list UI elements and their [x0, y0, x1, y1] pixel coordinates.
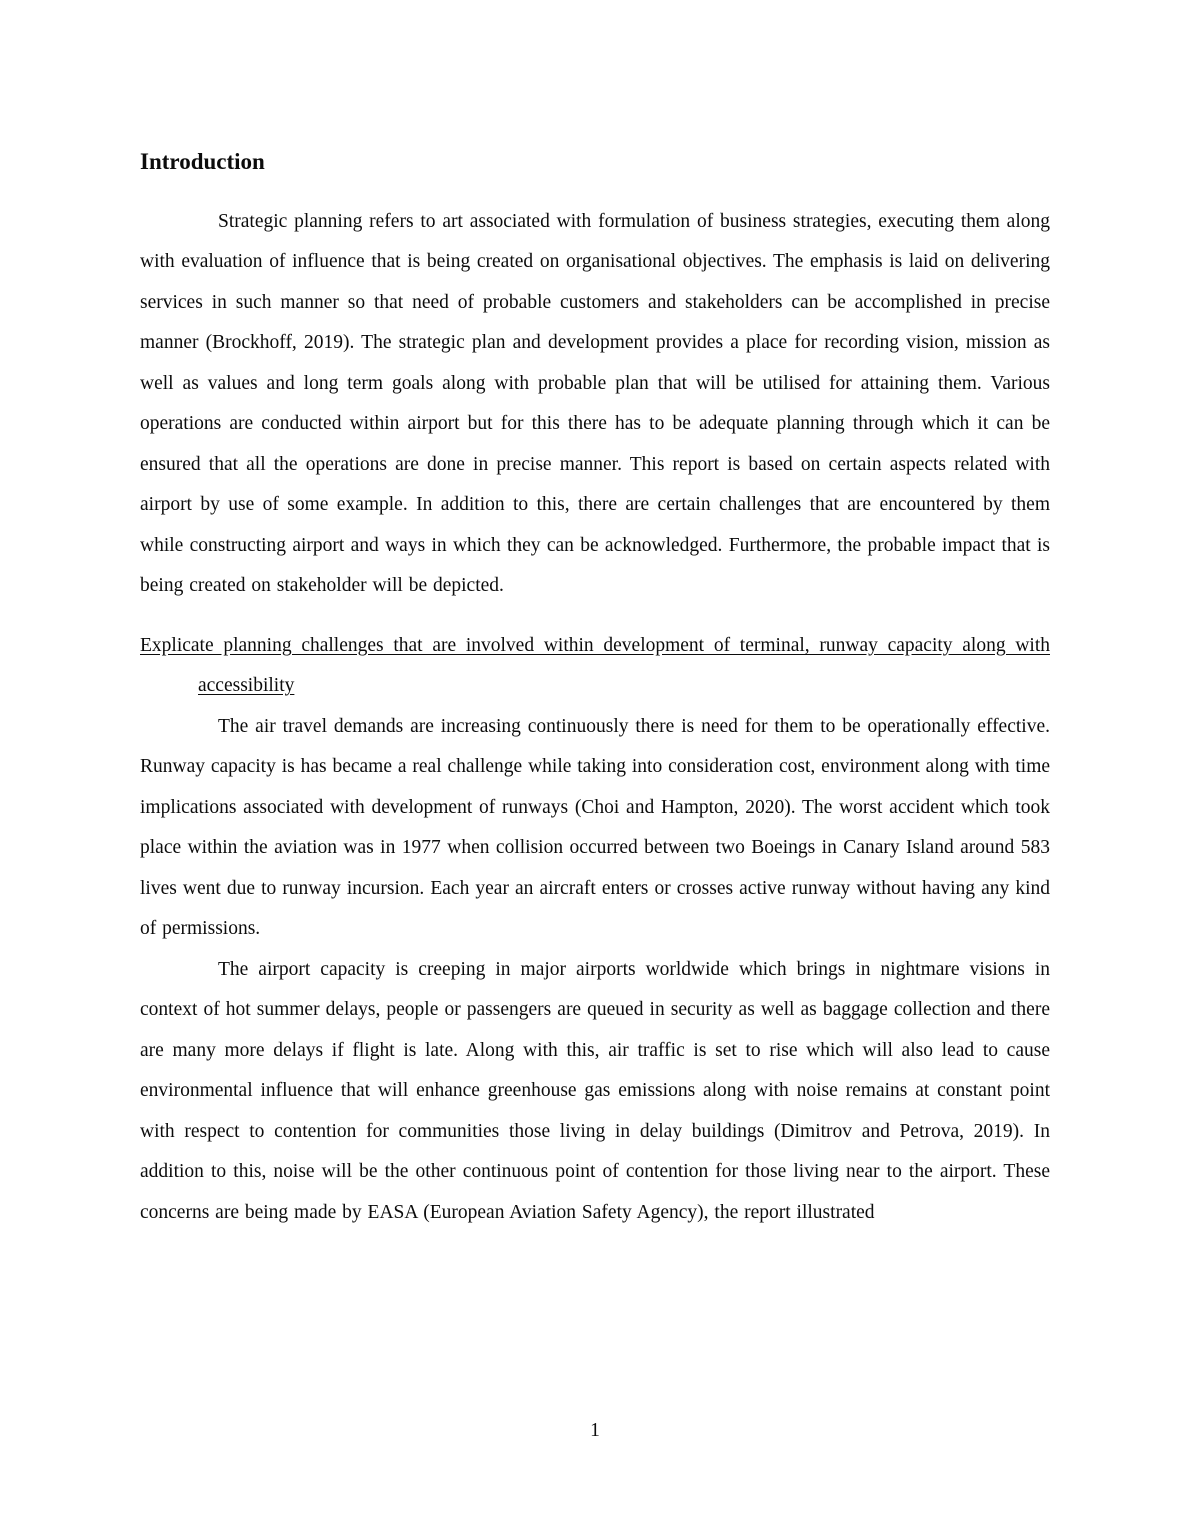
paragraph-air-travel-demands: The air travel demands are increasing continuously there is need for them to be operationally effective. Runway capacity is has became a real challenge while taking into consideration cost, environment along with time implications associated with development of runways (Choi and Hampton, 2020). The worst accident which took place within the aviation was in 1977 when collision occurred between two Boeings in Canary Island around 583 lives went due to runway incursion. Each year an aircraft enters or crosses active runway without having any kind of permissions. [140, 715, 1051, 940]
paragraph-strategic-planning: Strategic planning refers to art associated with formulation of business strategies, executing them along with evaluation of influence that is being created on organisational objectives. The emphasis is laid on delivering services in such manner so that need of probable customers and stakeholders can be accomplished in precise manner (Brockhoff, 2019). The strategic plan and development provides a place for recording vision, mission as well as values and long term goals along with probable plan that will be utilised for attaining them. Various operations are conducted within airport but for this there has to be adequate planning through which it can be ensured that all the operations are done in precise manner. This report is based on certain aspects related with airport by use of some example. In addition to this, there are certain challenges that are encountered by them while constructing airport and ways in which they can be acknowledged. Furthermore, the probable impact that is being created on stakeholder will be depicted. [140, 210, 1050, 597]
subsection-heading-planning-challenges: Explicate planning challenges that are involved within development of terminal, runway capacity along with accessibility [140, 634, 1050, 697]
page-number: 1 [590, 1420, 600, 1441]
paragraph-airport-capacity: The airport capacity is creeping in major airports worldwide which brings in nightmare visions in context of hot summer delays, people or passengers are queued in security as well as baggage collection and there are many more delays if flight is late. Along with this, air traffic is set to rise which will also lead to cause environmental influence that will enhance greenhouse gas emissions along with noise remains at constant point with respect to contention for communities those living in delay buildings (Dimitrov and Petrova, 2019). In addition to this, noise will be the other continuous point of contention for those living near to the airport. These concerns are being made by EASA (European Aviation Safety Agency), the report illustrated [140, 958, 1050, 1223]
section-heading-introduction: Introduction [140, 149, 265, 174]
